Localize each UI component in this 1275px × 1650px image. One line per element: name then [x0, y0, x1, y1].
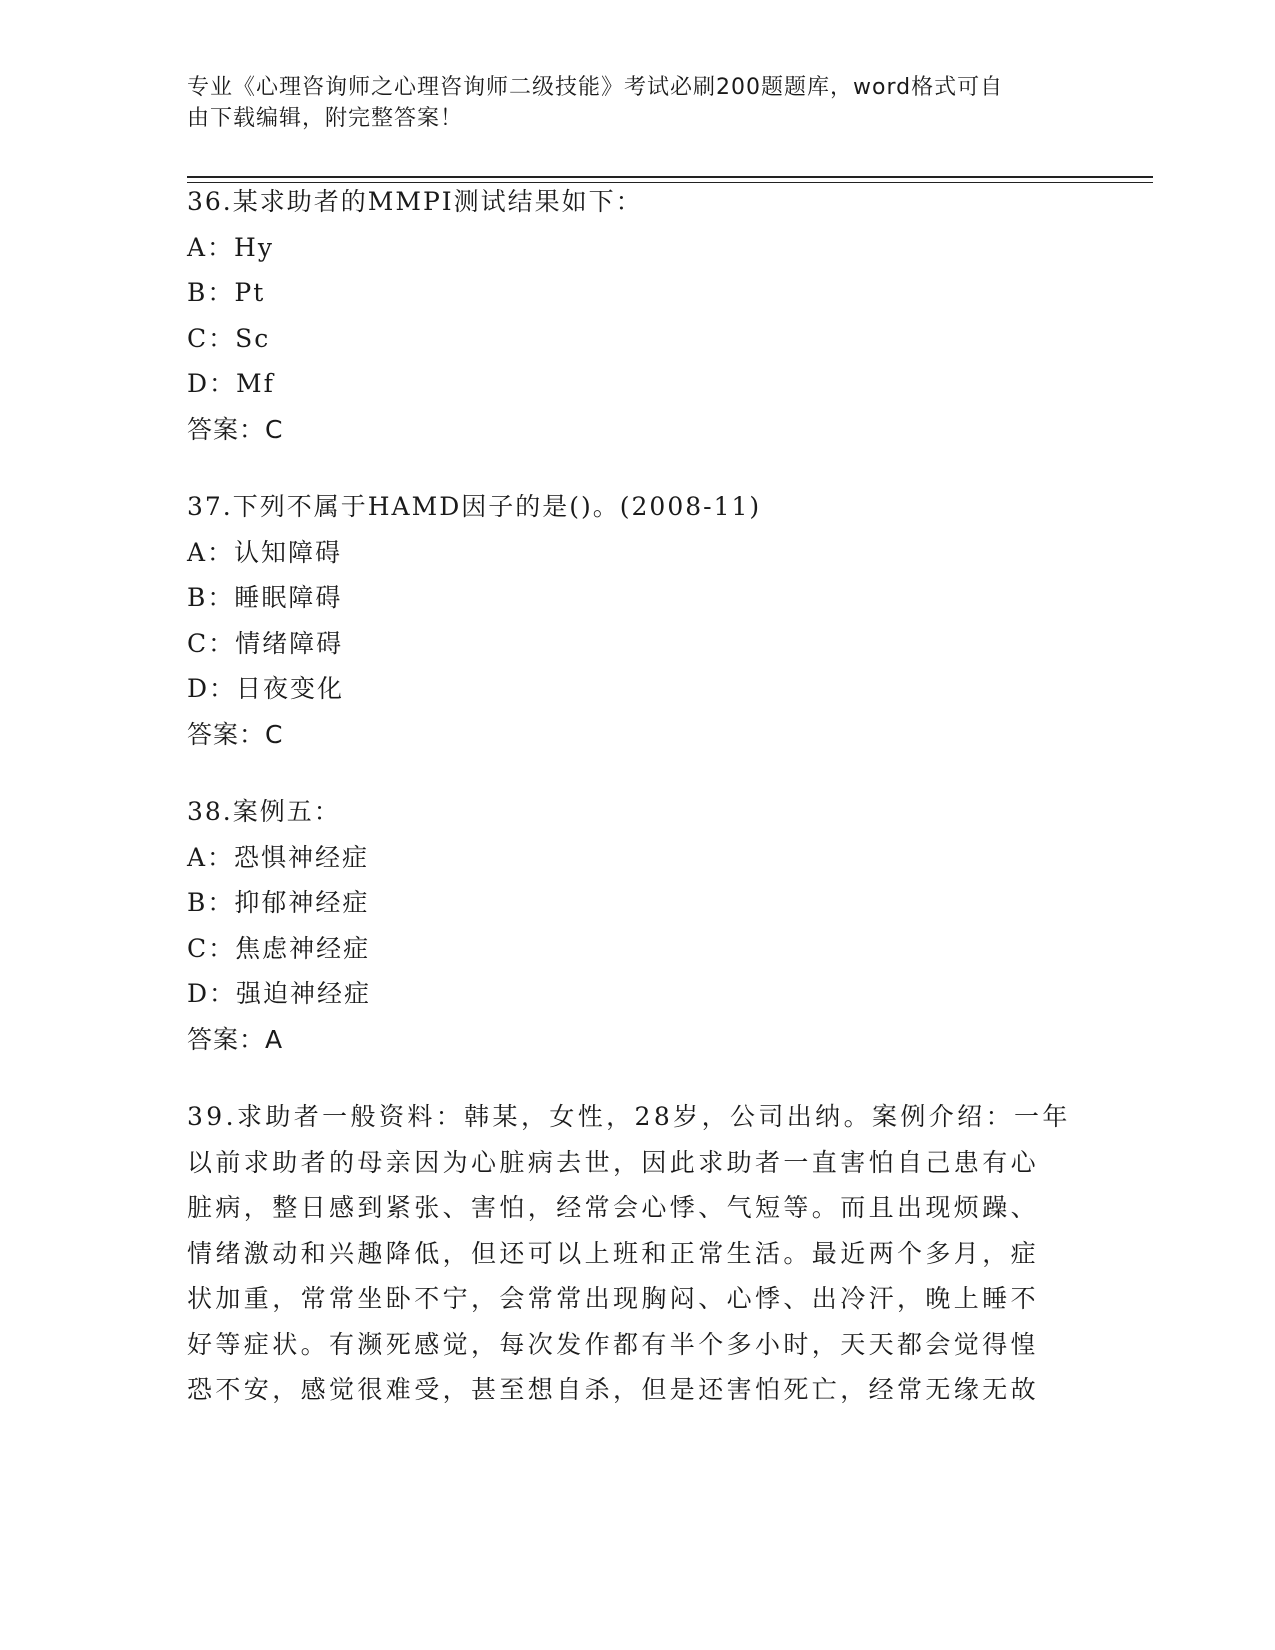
answer-label: 答案：C	[187, 719, 284, 749]
option-c: C：焦虑神经症	[187, 933, 371, 963]
option-a: A：恐惧神经症	[187, 842, 370, 872]
paragraph-line: 情绪激动和兴趣降低，但还可以上班和正常生活。最近两个多月，症	[187, 1238, 1040, 1268]
option-c: C：情绪障碍	[187, 628, 344, 658]
option-b: B：抑郁神经症	[187, 888, 370, 917]
paragraph-line: 恐不安，感觉很难受，甚至想自杀，但是还害怕死亡，经常无缘无故	[187, 1375, 1040, 1404]
question-stem: 38.案例五：	[187, 797, 341, 826]
option-b: B：睡眠障碍	[187, 583, 343, 612]
option-b: B：Pt	[187, 278, 266, 307]
question-stem: 37.下列不属于HAMD因子的是()。(2008-11)	[187, 492, 762, 521]
paragraph-line: 39.求助者一般资料：韩某，女性，28岁，公司出纳。案例介绍：一年	[187, 1102, 1071, 1131]
option-d: D：日夜变化	[187, 674, 345, 703]
question-39	[187, 1094, 1087, 1413]
option-d: D：强迫神经症	[187, 979, 372, 1008]
paragraph-line: 脏病，整日感到紧张、害怕，经常会心悸、气短等。而且出现烦躁、	[187, 1193, 1040, 1222]
header-line-2: 由下载编辑，附完整答案！	[187, 106, 464, 131]
option-a: A：认知障碍	[187, 537, 343, 567]
question-37	[187, 484, 1087, 757]
header-line-1: 专业《心理咨询师之心理咨询师二级技能》考试必刷200题题库，word格式可自	[187, 75, 1004, 100]
option-a: A：Hy	[187, 232, 274, 262]
paragraph-line: 好等症状。有濒死感觉，每次发作都有半个多小时，天天都会觉得惶	[187, 1329, 1040, 1359]
question-38	[187, 789, 1087, 1062]
header-divider-thick	[187, 176, 1153, 178]
document-header	[187, 72, 1067, 134]
answer-label: 答案：A	[187, 1024, 284, 1054]
paragraph-line: 以前求助者的母亲因为心脏病去世，因此求助者一直害怕自己患有心	[187, 1147, 1040, 1177]
question-stem: 36.某求助者的MMPI测试结果如下：	[187, 187, 643, 216]
answer-label: 答案：C	[187, 414, 284, 444]
paragraph-line: 状加重，常常坐卧不宁，会常常出现胸闷、心悸、出冷汗，晚上睡不	[187, 1284, 1040, 1313]
option-c: C：Sc	[187, 323, 271, 353]
option-d: D：Mf	[187, 369, 275, 398]
question-36	[187, 179, 1087, 452]
